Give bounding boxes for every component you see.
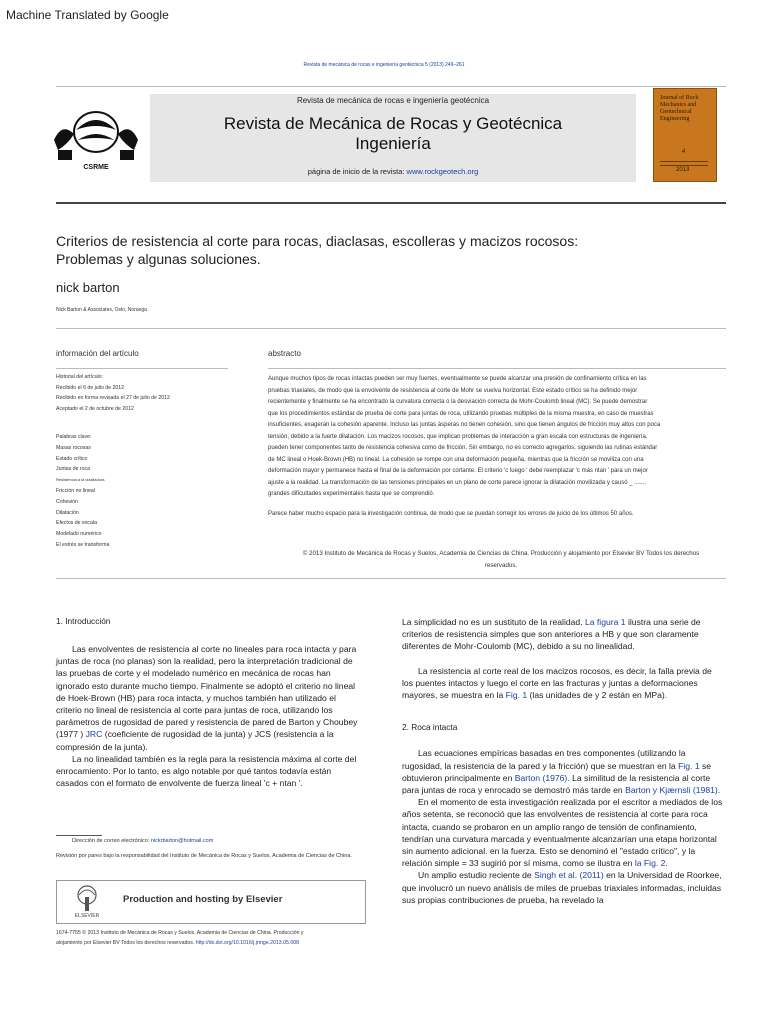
journal-title-line1: Revista de Mecánica de Rocas y Geotécnica [223, 114, 563, 133]
keyword-item: El estrés se transforma [56, 541, 110, 548]
journal-banner [150, 94, 636, 182]
legal-line1: 1674-7755 © 2013 Instituto de Mecánica de Rocas y Suelos, Academia de Ciencias de China. Producción y [56, 930, 304, 936]
intro-p1-tail: (coeficiente de rugosidad de la junta) y JCS (resistencia a la compresión de la junta). [56, 729, 334, 752]
peer-review-note: Revisión por pares bajo la responsabilidad del Instituto de Mecánica de Rocas y Suelos, Academia de Ciencias de China. [56, 853, 352, 859]
cover-rule [660, 161, 708, 166]
author-name: nick barton [56, 280, 120, 295]
legal-notice [56, 928, 376, 948]
production-label: Production and hosting by Elsevier [123, 894, 283, 905]
keyword-item: Resistencia a la cizalladura [56, 477, 105, 483]
journal-cover-image [653, 88, 717, 182]
intro-p1-text: Las envolventes de resistencia al corte no lineales para roca intacta y para juntas de roca (no planas) son la realidad, pero la interpretación tradicional de las pruebas de corte y el modelado numérico en mecánica de rocas han ignorado esto durante mucho tiempo. Finalmente se adoptó el criterio no lineal de Hoek-Brown (HB) para roca intacta, y muchos también han utilizado el criterio no lineal de resistencia al corte para juntas de roca, utilizando los parámetros de rugosidad de pared y resistencia de pared de Barton y Choubey (1977 ) [56, 644, 358, 740]
abstract-line: grandes dificultades experimentales hasta que se comprendió. [268, 491, 435, 497]
figure-1-link[interactable]: La figura 1 [584, 617, 626, 627]
article-title-line1: Criterios de resistencia al corte para rocas, diaclasas, escolleras y macizos rocosos: [56, 233, 579, 249]
abstract-line: Aunque muchos tipos de rocas intactas pueden ser muy fuertes, eventualmente se puede alcanzar una presión de confinamiento crítica en las [268, 376, 647, 382]
intro-paragraph-1 [56, 643, 364, 753]
banner-divider [56, 202, 726, 204]
abstract-line: insuficientes, exageran la cohesión aparente. Incluso las juntas ásperas no tienen cohesión, sino que tienen ángulos de fricción muy altos con poca [268, 422, 661, 428]
right-paragraph-3 [402, 747, 724, 796]
right-p1-post: ilustra una serie de criterios de resistencia simples que son anteriores a HB y que son claramente diferentes de Mohr-Coulomb (MC), debido a su no linealidad. [402, 617, 701, 652]
abstract-copyright [268, 548, 734, 571]
abstract-divider [56, 578, 726, 579]
abstract-line: pruebas triaxiales, de modo que la envolvente de resistencia al corte de Mohr se vuelva horizontal. Este estado crítico se ha definido mejor [268, 387, 638, 394]
left-column-body [56, 643, 364, 789]
right-p1-pre: La simplicidad no es un sustituto de la realidad. [402, 617, 585, 627]
abstract-line: recientemente y finalmente se ha encontrado la curvatura correcta o la desviación correcta de Mohr-Coulomb lineal (MC). Se puede demostrar [268, 399, 648, 405]
email-prefix: Dirección de correo electrónico: [72, 838, 151, 844]
keyword-item: Fricción no lineal [56, 487, 95, 494]
history-revised: Recibido en forma revisada el 27 de julio de 2012 [56, 395, 170, 401]
journal-title-line2: Ingeniería [355, 134, 431, 153]
keyword-item: Modelado numérico [56, 531, 102, 538]
right-p2-post: (las unidades de y 2 están en MPa). [527, 690, 668, 701]
abstract-line: deformación mayor y permanece hasta el final de la deformación por cortante. El criterio 'c luego ' debe reemplazar 'c más ntan ' para un mejor [268, 468, 648, 474]
email-footnote [72, 838, 213, 844]
article-title-line2: Problemas y algunas soluciones. [56, 251, 261, 267]
right-p2-pre: La resistencia al corte real de los macizos rocosos, es decir, la falla previa de los puentes intactos y luego el corte en las fracturas y juntas a deformaciones mayores, se muestra en la [402, 665, 712, 701]
right-p5-pre: Un amplio estudio reciente de [418, 870, 535, 881]
abstract-line: de MC lineal o Hoek-Brown (HB) no lineal. La cohesión se rompe con una deformación pequeña, mientras que la fricción se moviliza con una [268, 456, 644, 463]
abstract-heading: abstracto [268, 349, 301, 358]
jrc-link[interactable]: JRC [85, 729, 103, 740]
elsevier-tree-icon [63, 885, 111, 919]
abstract-body [268, 374, 734, 520]
cover-number: 4 [682, 149, 686, 155]
right-p3-mid1: se obtuvieron principalmente en [402, 760, 712, 783]
fig-1-link-2[interactable]: Fig. 1 [678, 760, 700, 771]
right-paragraph-5 [402, 869, 724, 906]
abstract-line: tensión, debido a la fuerte dilatación. Los macizos rocosos, que implican problemas de interacción a gran escala con estructuras de ingeniería, [268, 433, 648, 440]
right-p4-pre: En el momento de esta investigación realizada por el escritor a mediados de los años setenta, se reconoció que las envolventes de resistencia al corte para roca intacta, cuando se probaron en un amplio rango de tensión de confinamiento, tendrían una curvatura marcada y eventualmente alcanzarían una etapa horizontal sin aumento adicional. en la fuerza. Esto se denominó el "estado crítico", y la relación simple = 33 sugirió por sí misma, como se ilustra en [402, 797, 723, 869]
barton-kjaernsli-link[interactable]: Barton y Kjærnsli (1981) [625, 785, 718, 796]
csrme-logo [48, 100, 144, 180]
journal-title [150, 114, 636, 154]
right-paragraph-4 [402, 796, 724, 869]
intro-paragraph-2: La no linealidad también es la regla para la resistencia máxima al corte del enrocamiento. Por lo tanto, es algo notable por qué tantos todavía están casados con el formato de envolvente de fuerza lineal 'c + ntan '. [56, 753, 357, 789]
right-p4-post: . [665, 858, 668, 869]
right-paragraph-2 [402, 665, 724, 702]
abstract-closing: Parece haber mucho espacio para la investigación continua, de modo que se puedan corregir los errores de juicio de los últimos 50 años. [268, 510, 634, 517]
doi-link[interactable]: http://dx.doi.org/10.1016/j.jrmge.2013.05.008 [195, 940, 299, 946]
csrme-logo-text: CSRME [83, 164, 109, 171]
article-title [56, 232, 696, 268]
header-divider [56, 86, 726, 87]
journal-subtitle: Revista de mecánica de rocas e ingeniería geotécnica [296, 96, 490, 105]
abstract-rule [268, 368, 726, 369]
right-column-body [402, 616, 724, 906]
fig-1-link[interactable]: Fig. 1 [505, 690, 528, 701]
abstract-line: que los procedimientos estándar de prueba de corte para juntas de roca, utilizando pruebas múltiples de la misma muestra, en caso de muestras [268, 410, 654, 417]
right-p3-post: . [717, 785, 721, 796]
fig-2-link[interactable]: la Fig. 2 [634, 858, 666, 869]
keyword-item: Cohesión [56, 498, 78, 505]
keyword-item: Dilatación [56, 509, 79, 516]
homepage-link[interactable]: www.rockgeotech.org [406, 167, 479, 176]
keyword-item: Efectos de escala [56, 520, 97, 527]
history-accepted: Aceptado el 2 de octubre de 2012 [56, 405, 134, 412]
cover-title: Journal of Rock Mechanics and Geotechnical Engineering [660, 95, 699, 122]
right-p3-mid2: . La similitud de la resistencia al corte para juntas de roca y enrocado se demostró más tarde en [402, 772, 711, 796]
elsevier-label: ELSEVIER [74, 913, 100, 919]
section-1-heading: 1. Introducción [56, 616, 111, 626]
abstract-line: pueden tener componentes tanto de resistencia cohesiva como de fricción. Sin embargo, no es correcto agregarlos, siguiendo las rutinas estándar [268, 445, 658, 451]
cover-year: 2013 [676, 167, 690, 173]
right-paragraph-1 [402, 616, 724, 653]
section-2-heading: 2. Roca intacta [402, 722, 458, 733]
keywords-label: Palabras clave: [56, 434, 92, 440]
keyword-item: Masas rocosas [56, 444, 91, 451]
article-history [56, 372, 246, 414]
journal-homepage [150, 167, 636, 176]
abstract-spacer [268, 501, 734, 509]
right-p5-post: en la Universidad de Roorkee, que involucró un nuevo análisis de miles de pruebas triaxiales informadas, incluidas sus propias contribuciones de prueba, ha revelado la [402, 870, 722, 905]
title-divider [56, 328, 726, 329]
keyword-item: Juntas de roca [56, 466, 91, 473]
abstract-line: ajuste a la realidad. La transformación de las tensiones principales en un plano de corte parece ignorar la dilatación movilizada y causó _ ....... [268, 479, 646, 486]
legal-line2 [56, 938, 376, 948]
barton-1976-link[interactable]: Barton (1976) [514, 772, 568, 783]
running-header[interactable]: Revista de mecánica de rocas e ingeniería geotécnica 5 (2013) 249–261 [303, 62, 465, 68]
homepage-prefix: página de inicio de la revista: [307, 167, 407, 176]
legal-line2-prefix: alojamiento por Elsevier BV Todos los derechos reservados. [56, 940, 196, 946]
email-link[interactable]: nickrbarton@hotmail.com [150, 838, 214, 844]
author-affiliation: Nick Barton & Associates, Oslo, Noruega [56, 307, 147, 313]
history-label: Historial del artículo: [56, 374, 103, 380]
copyright-line1: © 2013 Instituto de Mecánica de Rocas y Suelos, Academia de Ciencias de China. Producción y alojamiento por Elsevier BV Todos los derechos [302, 550, 700, 557]
copyright-line2: reservados. [484, 561, 518, 569]
footnote-rule [56, 835, 102, 836]
singh-2011-link[interactable]: Singh et al. (2011) [534, 870, 604, 881]
article-info-heading: información del artículo [56, 349, 139, 358]
history-received: Recibido el 6 de julio de 2012 [56, 384, 125, 391]
keyword-item: Estado crítico [56, 455, 88, 462]
right-p3-pre: Las ecuaciones empíricas basadas en tres componentes (utilizando la rugosidad, la resistencia de la pared y la fricción) que se muestran en la [402, 748, 686, 771]
keywords [56, 432, 246, 551]
article-info-rule [56, 368, 228, 369]
machine-translated-label: Machine Translated by Google [6, 8, 169, 22]
elsevier-production-box [56, 880, 366, 924]
